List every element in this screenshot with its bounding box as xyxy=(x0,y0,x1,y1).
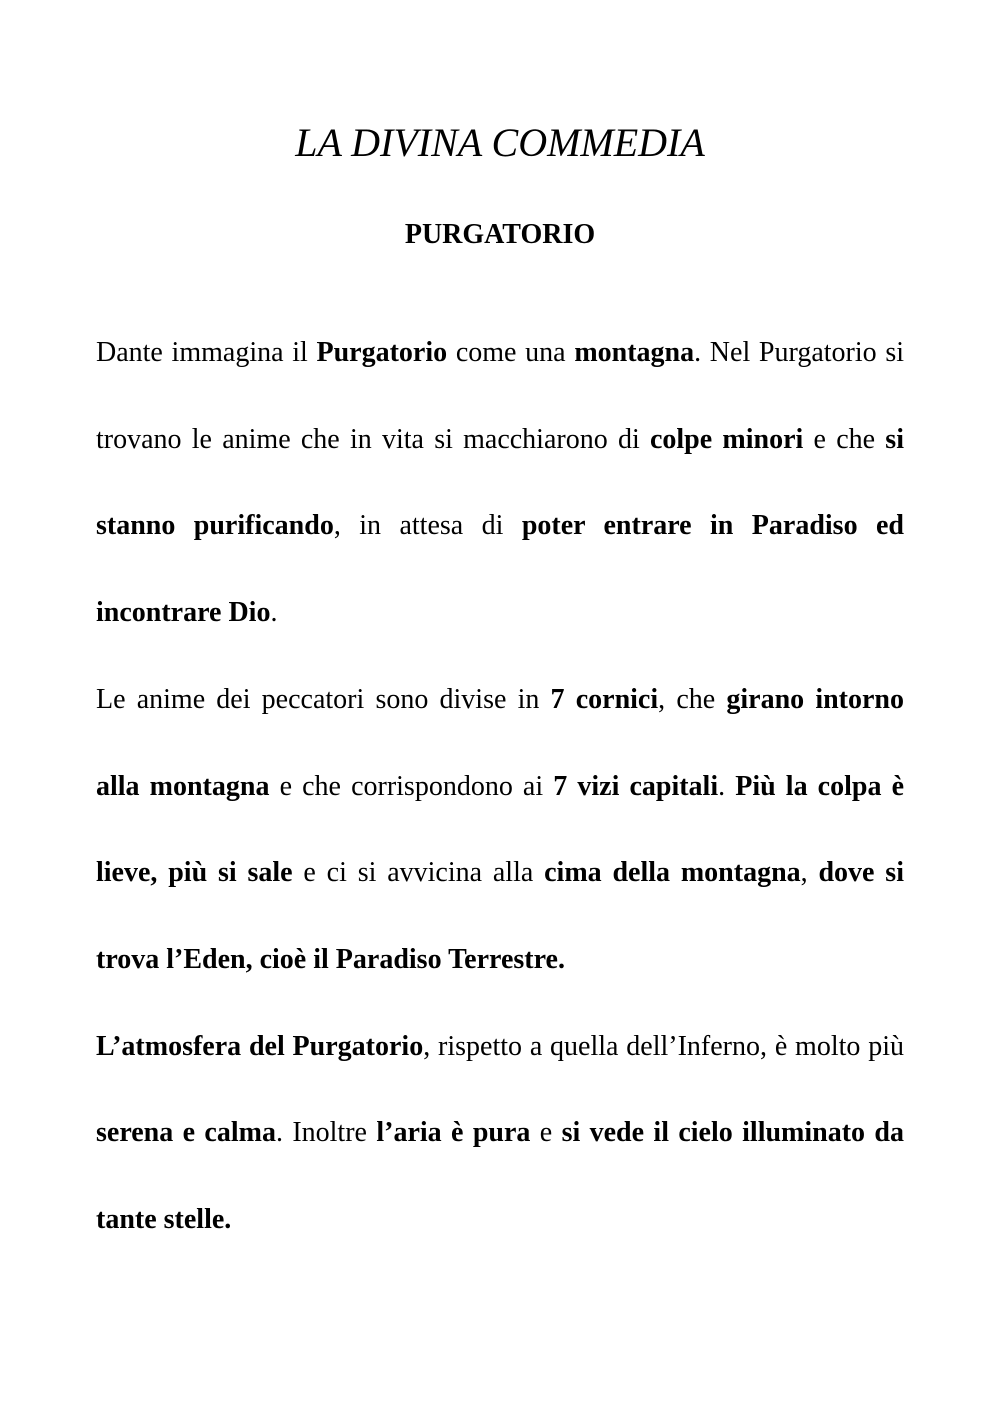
text-segment: . xyxy=(270,597,278,629)
bold-segment: montagna xyxy=(574,337,695,368)
text-segment: , in attesa di xyxy=(333,510,522,542)
paragraph-3 xyxy=(96,1004,904,1264)
text-segment: come una xyxy=(447,337,575,368)
bold-segment: 7 cornici xyxy=(550,683,659,715)
bold-segment: Purgatorio xyxy=(316,337,448,368)
paragraph-1 xyxy=(96,310,904,657)
bold-segment: cima della montagna xyxy=(544,857,801,889)
bold-segment: dove si trova l’Eden, cioè il Paradiso Terrestre. xyxy=(96,857,904,975)
text-segment: Le anime dei peccatori sono divise in xyxy=(96,683,551,715)
bold-segment: serena e calma xyxy=(96,1117,276,1149)
bold-segment: si vede il cielo illuminato da tante stelle. xyxy=(96,1117,904,1236)
bold-segment: l’aria è pura xyxy=(376,1117,531,1149)
text-segment: , xyxy=(800,857,819,889)
document-title: LA DIVINA COMMEDIA xyxy=(295,120,705,165)
bold-segment: Più la colpa è lieve, più si sale xyxy=(96,770,904,889)
text-segment: , che xyxy=(658,683,727,715)
bold-segment: poter entrare in Paradiso ed incontrare Dio xyxy=(96,510,905,629)
bold-segment: girano intorno alla montagna xyxy=(96,683,904,802)
document-body xyxy=(96,310,904,1264)
text-segment: , rispetto a quella dell’Inferno, è molto più xyxy=(423,1030,904,1062)
text-segment: e che corrispondono ai xyxy=(269,770,554,802)
bold-segment: colpe minori xyxy=(649,423,804,455)
document-subtitle: PURGATORIO xyxy=(404,219,596,250)
text-segment: e xyxy=(530,1117,562,1149)
text-segment: . Inoltre xyxy=(275,1117,377,1149)
text-segment: . Nel Purgatorio si trovano le anime che in vita si macchiarono di xyxy=(96,337,905,455)
text-segment: Dante immagina il xyxy=(96,337,317,368)
bold-segment: si stanno purificando xyxy=(96,423,904,542)
text-segment: e che xyxy=(803,423,886,455)
text-segment: e ci si avvicina alla xyxy=(292,857,545,889)
bold-segment: 7 vizi capitali xyxy=(553,770,719,802)
paragraph-2 xyxy=(96,657,904,1004)
bold-segment: L’atmosfera del Purgatorio xyxy=(96,1030,424,1062)
text-segment: . xyxy=(718,770,736,802)
